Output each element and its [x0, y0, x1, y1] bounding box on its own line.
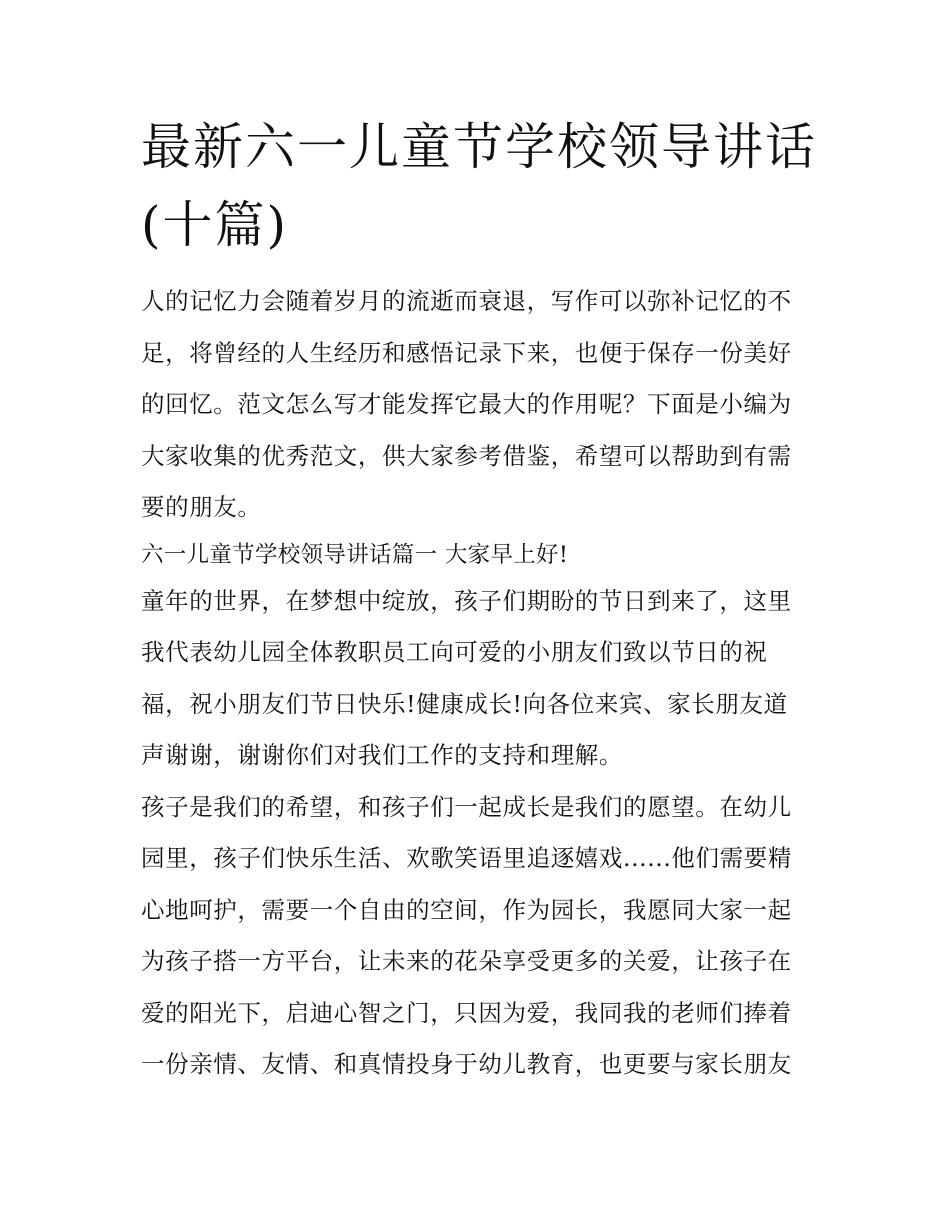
body-line: 童年的世界，在梦想中绽放，孩子们期盼的节日到来了，这里: [141, 586, 792, 615]
title-line-1: 最新六一儿童节学校领导讲话: [141, 118, 817, 176]
body-line: 大家收集的优秀范文，供大家参考借鉴，希望可以帮助到有需: [141, 441, 792, 470]
body-line: 的回忆。范文怎么写才能发挥它最大的作用呢？下面是小编为: [141, 390, 792, 418]
body-line: 声谢谢，谢谢你们对我们工作的支持和理解。: [141, 741, 623, 769]
body-line: 一份亲情、友情、和真情投身于幼儿教育，也更要与家长朋友: [141, 1050, 792, 1078]
document-body: [141, 276, 821, 1091]
body-line: 福，祝小朋友们节日快乐!健康成长!向各位来宾、家长朋友道: [141, 689, 788, 718]
title-line-2: (十篇): [141, 196, 289, 254]
body-line: 足，将曾经的人生经历和感悟记录下来，也便于保存一份美好: [141, 338, 792, 367]
body-line: 为孩子搭一方平台，让未来的花朵享受更多的关爱，让孩子在: [141, 947, 792, 975]
body-line: 园里，孩子们快乐生活、欢歌笑语里追逐嬉戏......他们需要精: [141, 844, 792, 872]
body-line: 要的朋友。: [141, 493, 262, 521]
section-heading-line: 六一儿童节学校领导讲话篇一 大家早上好!: [141, 541, 569, 568]
body-line: 孩子是我们的希望，和孩子们一起成长是我们的愿望。在幼儿: [141, 792, 792, 821]
body-line: 人的记忆力会随着岁月的流逝而衰退，写作可以弥补记忆的不: [141, 287, 792, 315]
body-line: 心地呵护，需要一个自由的空间，作为园长，我愿同大家一起: [141, 895, 792, 924]
body-line: 我代表幼儿园全体教职员工向可爱的小朋友们致以节日的祝: [141, 638, 768, 666]
document-title: [141, 108, 821, 264]
body-line: 爱的阳光下，启迪心智之门，只因为爱，我同我的老师们捧着: [141, 998, 792, 1027]
